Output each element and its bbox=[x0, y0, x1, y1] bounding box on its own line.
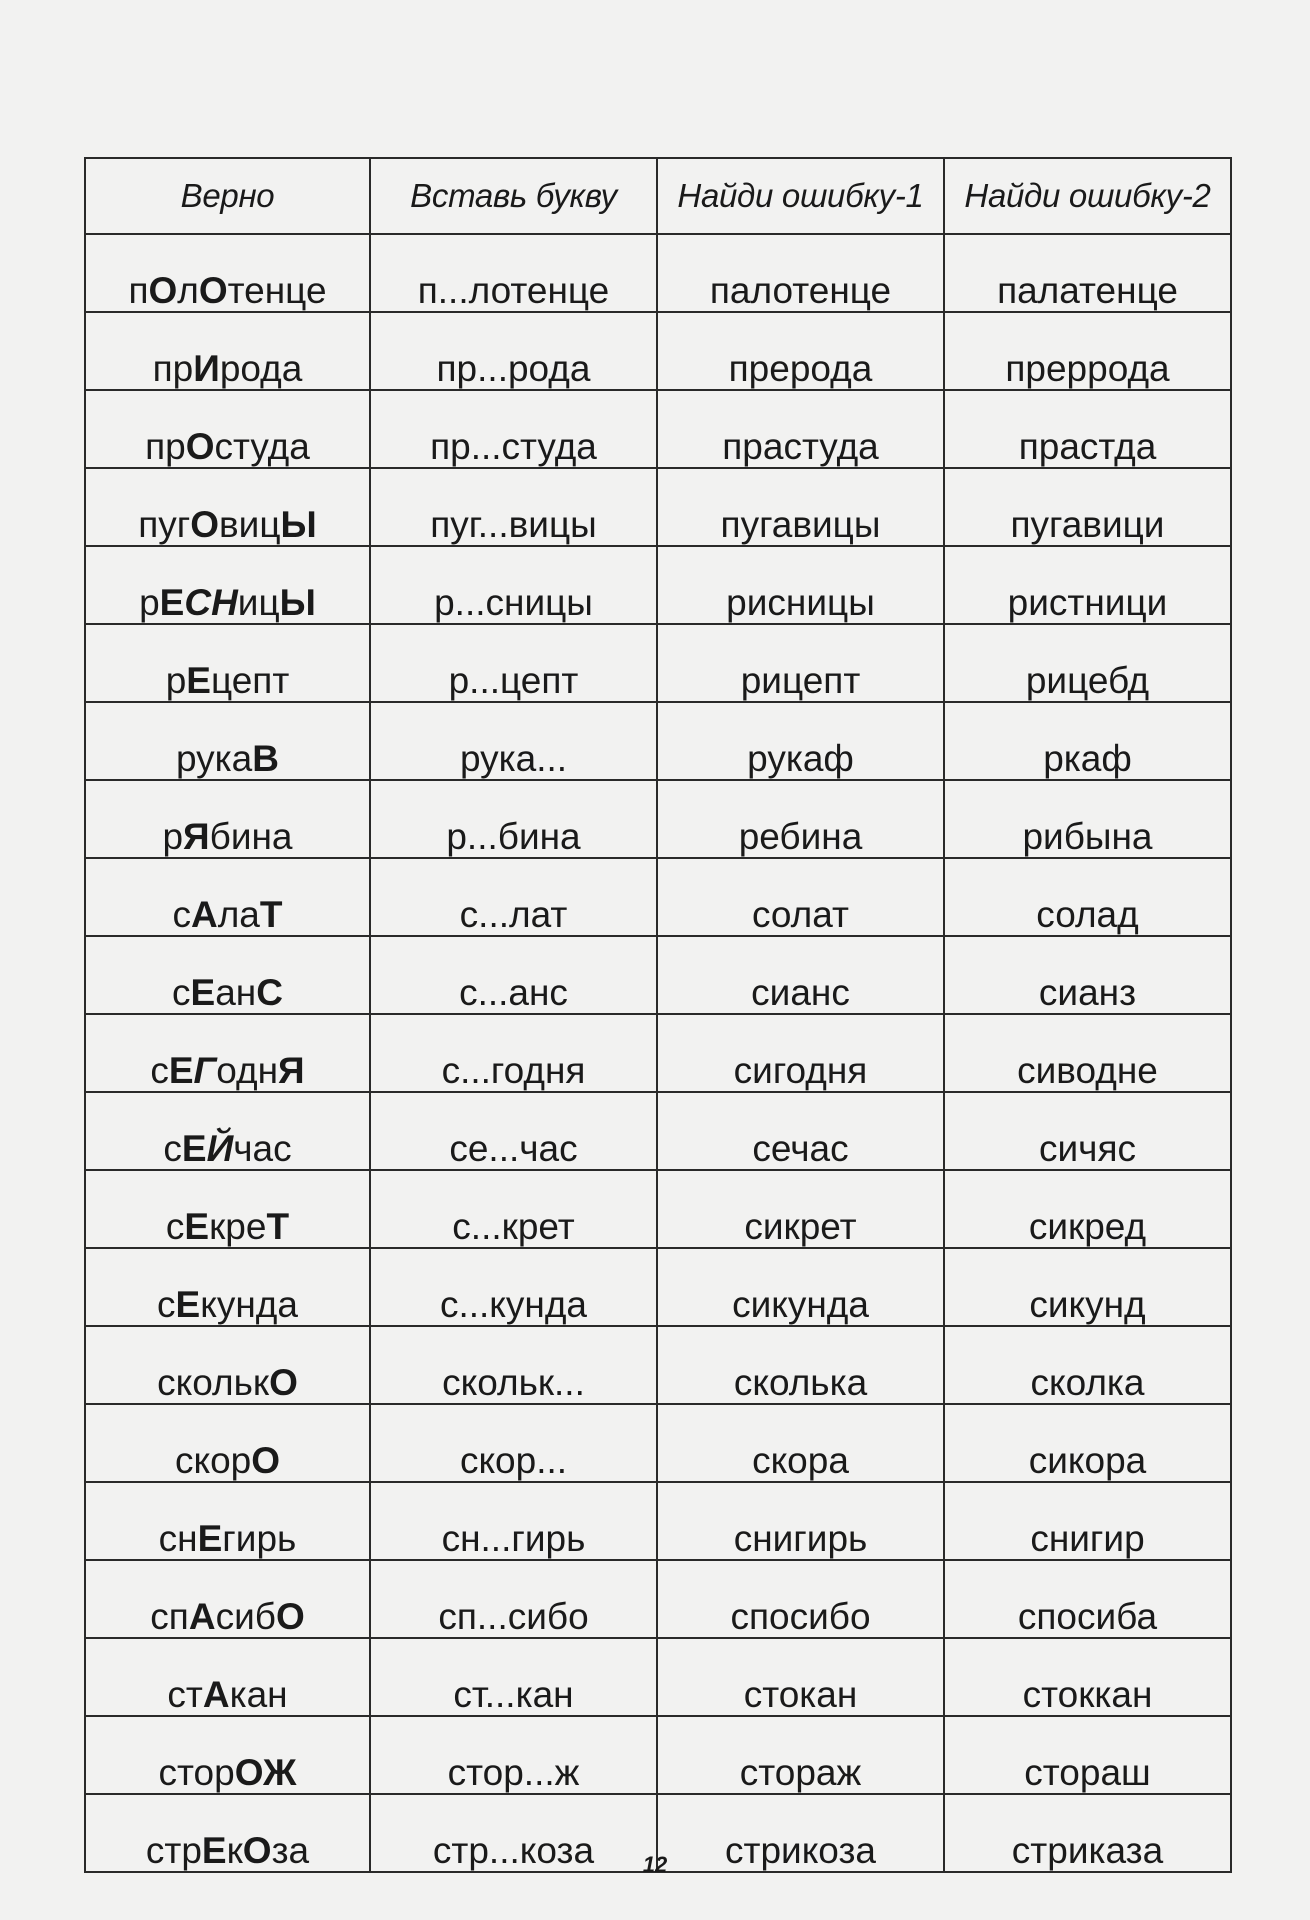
find-error-1-cell: ребина bbox=[657, 780, 944, 858]
find-error-2-cell: стоккан bbox=[944, 1638, 1231, 1716]
header-find-error-2: Найди ошибку-2 bbox=[944, 158, 1231, 234]
header-row bbox=[85, 158, 1231, 234]
correct-word-cell: сЕкреТ bbox=[85, 1170, 370, 1248]
insert-letter-cell: с...кунда bbox=[370, 1248, 657, 1326]
find-error-2-cell: сикора bbox=[944, 1404, 1231, 1482]
correct-word-cell: пОлОтенце bbox=[85, 234, 370, 312]
insert-letter-cell: пр...рода bbox=[370, 312, 657, 390]
find-error-2-cell: палатенце bbox=[944, 234, 1231, 312]
find-error-1-cell: стокан bbox=[657, 1638, 944, 1716]
insert-letter-cell: пуг...вицы bbox=[370, 468, 657, 546]
table-row bbox=[85, 1638, 1231, 1716]
find-error-1-cell: сианс bbox=[657, 936, 944, 1014]
insert-letter-cell: р...бина bbox=[370, 780, 657, 858]
find-error-2-cell: рибына bbox=[944, 780, 1231, 858]
find-error-1-cell: сикрет bbox=[657, 1170, 944, 1248]
correct-word-cell: сЕЙчас bbox=[85, 1092, 370, 1170]
find-error-2-cell: сиводне bbox=[944, 1014, 1231, 1092]
table-row bbox=[85, 1404, 1231, 1482]
correct-word-cell: стАкан bbox=[85, 1638, 370, 1716]
find-error-1-cell: сикунда bbox=[657, 1248, 944, 1326]
find-error-2-cell: сианз bbox=[944, 936, 1231, 1014]
insert-letter-cell: р...сницы bbox=[370, 546, 657, 624]
insert-letter-cell: с...крет bbox=[370, 1170, 657, 1248]
insert-letter-cell: ст...кан bbox=[370, 1638, 657, 1716]
insert-letter-cell: сп...сибо bbox=[370, 1560, 657, 1638]
find-error-2-cell: сичяс bbox=[944, 1092, 1231, 1170]
correct-word-cell: стрЕкОза bbox=[85, 1794, 370, 1872]
find-error-1-cell: рицепт bbox=[657, 624, 944, 702]
table-row bbox=[85, 1248, 1231, 1326]
insert-letter-cell: стор...ж bbox=[370, 1716, 657, 1794]
table-row bbox=[85, 1560, 1231, 1638]
find-error-2-cell: сикунд bbox=[944, 1248, 1231, 1326]
find-error-2-cell: сикред bbox=[944, 1170, 1231, 1248]
insert-letter-cell: се...час bbox=[370, 1092, 657, 1170]
find-error-2-cell: сторaш bbox=[944, 1716, 1231, 1794]
table-row bbox=[85, 624, 1231, 702]
correct-word-cell: прИрода bbox=[85, 312, 370, 390]
correct-word-cell: рЯбина bbox=[85, 780, 370, 858]
find-error-1-cell: спосибо bbox=[657, 1560, 944, 1638]
insert-letter-cell: с...годня bbox=[370, 1014, 657, 1092]
find-error-1-cell: прастуда bbox=[657, 390, 944, 468]
header-correct: Верно bbox=[85, 158, 370, 234]
find-error-2-cell: стриказа bbox=[944, 1794, 1231, 1872]
find-error-2-cell: рицебд bbox=[944, 624, 1231, 702]
table-row bbox=[85, 468, 1231, 546]
find-error-1-cell: сечас bbox=[657, 1092, 944, 1170]
table-body bbox=[85, 234, 1231, 1872]
find-error-1-cell: рукаф bbox=[657, 702, 944, 780]
correct-word-cell: рукаВ bbox=[85, 702, 370, 780]
find-error-2-cell: прастда bbox=[944, 390, 1231, 468]
header-insert-letter: Вставь букву bbox=[370, 158, 657, 234]
insert-letter-cell: с...лат bbox=[370, 858, 657, 936]
insert-letter-cell: р...цепт bbox=[370, 624, 657, 702]
table-row bbox=[85, 858, 1231, 936]
find-error-2-cell: преррода bbox=[944, 312, 1231, 390]
find-error-1-cell: пугавицы bbox=[657, 468, 944, 546]
correct-word-cell: скорО bbox=[85, 1404, 370, 1482]
spelling-table bbox=[84, 157, 1232, 1873]
table-row bbox=[85, 1326, 1231, 1404]
table-row bbox=[85, 546, 1231, 624]
find-error-1-cell: солат bbox=[657, 858, 944, 936]
table-row bbox=[85, 1716, 1231, 1794]
find-error-1-cell: сигодня bbox=[657, 1014, 944, 1092]
correct-word-cell: сЕГоднЯ bbox=[85, 1014, 370, 1092]
correct-word-cell: спАсибО bbox=[85, 1560, 370, 1638]
header-find-error-1: Найди ошибку-1 bbox=[657, 158, 944, 234]
insert-letter-cell: рука... bbox=[370, 702, 657, 780]
insert-letter-cell: пр...студа bbox=[370, 390, 657, 468]
table-row bbox=[85, 234, 1231, 312]
find-error-2-cell: ркаф bbox=[944, 702, 1231, 780]
correct-word-cell: снЕгирь bbox=[85, 1482, 370, 1560]
correct-word-cell: сЕкунда bbox=[85, 1248, 370, 1326]
find-error-2-cell: ристници bbox=[944, 546, 1231, 624]
table-row bbox=[85, 780, 1231, 858]
find-error-1-cell: палотенце bbox=[657, 234, 944, 312]
correct-word-cell: сторОЖ bbox=[85, 1716, 370, 1794]
insert-letter-cell: п...лотенце bbox=[370, 234, 657, 312]
find-error-1-cell: прерода bbox=[657, 312, 944, 390]
insert-letter-cell: скольк... bbox=[370, 1326, 657, 1404]
correct-word-cell: рЕцепт bbox=[85, 624, 370, 702]
table-row bbox=[85, 1014, 1231, 1092]
insert-letter-cell: стр...коза bbox=[370, 1794, 657, 1872]
find-error-1-cell: скора bbox=[657, 1404, 944, 1482]
table-row bbox=[85, 1170, 1231, 1248]
correct-word-cell: сколькО bbox=[85, 1326, 370, 1404]
find-error-1-cell: снигирь bbox=[657, 1482, 944, 1560]
correct-word-cell: прОстуда bbox=[85, 390, 370, 468]
table-row bbox=[85, 936, 1231, 1014]
insert-letter-cell: скор... bbox=[370, 1404, 657, 1482]
table-row bbox=[85, 312, 1231, 390]
find-error-1-cell: стрикоза bbox=[657, 1794, 944, 1872]
correct-word-cell: сАлаТ bbox=[85, 858, 370, 936]
insert-letter-cell: сн...гирь bbox=[370, 1482, 657, 1560]
correct-word-cell: сЕанС bbox=[85, 936, 370, 1014]
correct-word-cell: рЕСНицЫ bbox=[85, 546, 370, 624]
find-error-2-cell: снигир bbox=[944, 1482, 1231, 1560]
page-number: 12 bbox=[642, 1852, 668, 1877]
table-row bbox=[85, 1092, 1231, 1170]
find-error-1-cell: стораж bbox=[657, 1716, 944, 1794]
find-error-1-cell: сколька bbox=[657, 1326, 944, 1404]
insert-letter-cell: с...анс bbox=[370, 936, 657, 1014]
vocabulary-table-sheet bbox=[84, 157, 1230, 1873]
table-row bbox=[85, 390, 1231, 468]
find-error-1-cell: рисницы bbox=[657, 546, 944, 624]
table-row bbox=[85, 1482, 1231, 1560]
find-error-2-cell: спосиба bbox=[944, 1560, 1231, 1638]
correct-word-cell: пугОвицЫ bbox=[85, 468, 370, 546]
find-error-2-cell: солад bbox=[944, 858, 1231, 936]
table-row bbox=[85, 702, 1231, 780]
find-error-2-cell: сколка bbox=[944, 1326, 1231, 1404]
find-error-2-cell: пугавици bbox=[944, 468, 1231, 546]
